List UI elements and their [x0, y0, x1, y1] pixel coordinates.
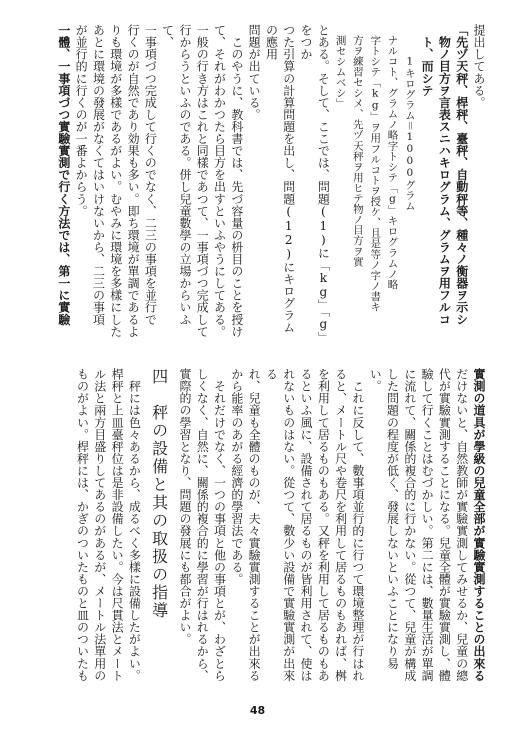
text-line: これに反して、數事項並行的に行つて環境整理が行はれ [350, 368, 365, 682]
text-line: 一事項づつ完成して行くのでなく、二三の事項を並行で [143, 24, 158, 326]
text-line: それだけでなく、一つの事項と他の事項とが、わざとら [212, 368, 227, 682]
text-line: 行くのが自然であり効果も多い。即ち環境が單調であるよ [126, 24, 141, 338]
text-line: つた引算の計算問題を出し、問題(12)にキログラムの應用 [264, 24, 296, 334]
text-line: 實測の道具が學級の兒童全部が實驗實測することの出來る [472, 368, 486, 682]
text-line: て、それがわかつたら目方を出すといふやうにしてある。 [212, 24, 227, 338]
text-line: 一般の行き方はこれと同樣であつて、一事項づつ完成して [195, 24, 210, 338]
text-line: が並行的に行くのが一番よからう。 [74, 24, 89, 217]
text-line: れ、兒童も全體のものが、夫々實驗實測することが出來る [247, 368, 262, 682]
text-line: 1キログラム＝1000グラム [403, 24, 416, 211]
text-line: あとに環境の發展がなくてはいけないから、二三の事項 [91, 24, 106, 326]
text-line: ナルコト、グラムノ略字トシテ「g」キログラムノ略 [386, 24, 399, 290]
text-line: りも環境が多樣であるがよい。むやみに環境を多樣にした [108, 24, 123, 338]
text-line: 一體、一事項づつ實驗實測で行く方法では、第一に實驗 [56, 24, 71, 326]
text-line: 驗して行くことはむづかしい。第二には、數量生活が單調 [420, 368, 435, 682]
text-line: るといふ風に、設備されて居るものが皆利用されて、使は [299, 368, 314, 682]
section-heading: 四 秤の設備と其の取扱の指導 [149, 368, 169, 620]
text-line: ものがよい。桿秤には、かぎのついたものと皿のついたも [75, 368, 90, 682]
text-line: ト、而シテ [420, 24, 435, 97]
text-line: 秤には色々あるから、成るべく多樣に設備したがよい。 [127, 368, 142, 682]
text-line: 物ノ目方ヲ言表スニハキログラム、グラムヲ用フルコ [437, 24, 452, 326]
text-line: 行からうといふのである。併し兒童數學の立場からいふて、 [160, 24, 192, 326]
lower-text-block [40, 368, 487, 686]
upper-text-block [40, 24, 487, 342]
text-line: ると、メートル尺や卷尺を利用して居るものもあれば、桝 [333, 368, 348, 682]
text-line: 代が實驗實測することになる。兒童全體が實驗實測し、體 [437, 368, 452, 682]
text-line: 問題が出ている。 [247, 24, 262, 121]
text-line: 測セシムベシ」 [334, 24, 347, 109]
text-line: した問題の程度が低く、發展しないといふことになり易い。 [368, 368, 400, 670]
text-line: 方ヲ練習セシメ、先ヅ天秤ヲ用ヒテ物ノ目方ヲ實 [351, 24, 364, 267]
text-line: だけないと、自然教師が實驗實測してみせるか、兒童の總 [454, 368, 469, 682]
text-line: に流れて、關係的複合的に行かない。從つて、兒童が構成 [402, 368, 417, 682]
text-line: しくなく、自然に、關係的複合的に學習が行はれるから、 [195, 368, 210, 682]
text-line: から能率のあがる經濟的學習法である。 [229, 368, 244, 585]
text-line: れないものはない。從つて、數少い設備で實驗實測が出來る [264, 368, 296, 682]
text-line: とある。そして、ここでは、問題(1)に「kg」「g」をつか [299, 24, 331, 338]
text-line: 提出してある。 [472, 24, 486, 109]
text-line: を利用して居るものもある。又秤を利用して居るものもあ [316, 368, 331, 682]
text-line: 「先ヅ天秤、桿秤、臺秤、自動秤等、種々ノ衡器ヲ示シ [454, 24, 469, 326]
text-line: 實際的の學習となり、問題の發展にも都合がよい。 [177, 368, 192, 646]
page-number: 48 [249, 704, 266, 717]
text-line: 字トシテ「kg」ヲ用フルコトヲ授ケ、且是等ノ字ノ書キ [369, 24, 382, 312]
text-line: 桿秤と上皿臺秤位は是非設備したい。今は尺貫法とメート [110, 368, 125, 682]
text-line: ル法と兩方目盛りしてあるのがあるが、メートル法單用の [92, 368, 107, 682]
text-line: このやうに、教科書では、先づ容量の枡目のことを授け [229, 24, 244, 338]
